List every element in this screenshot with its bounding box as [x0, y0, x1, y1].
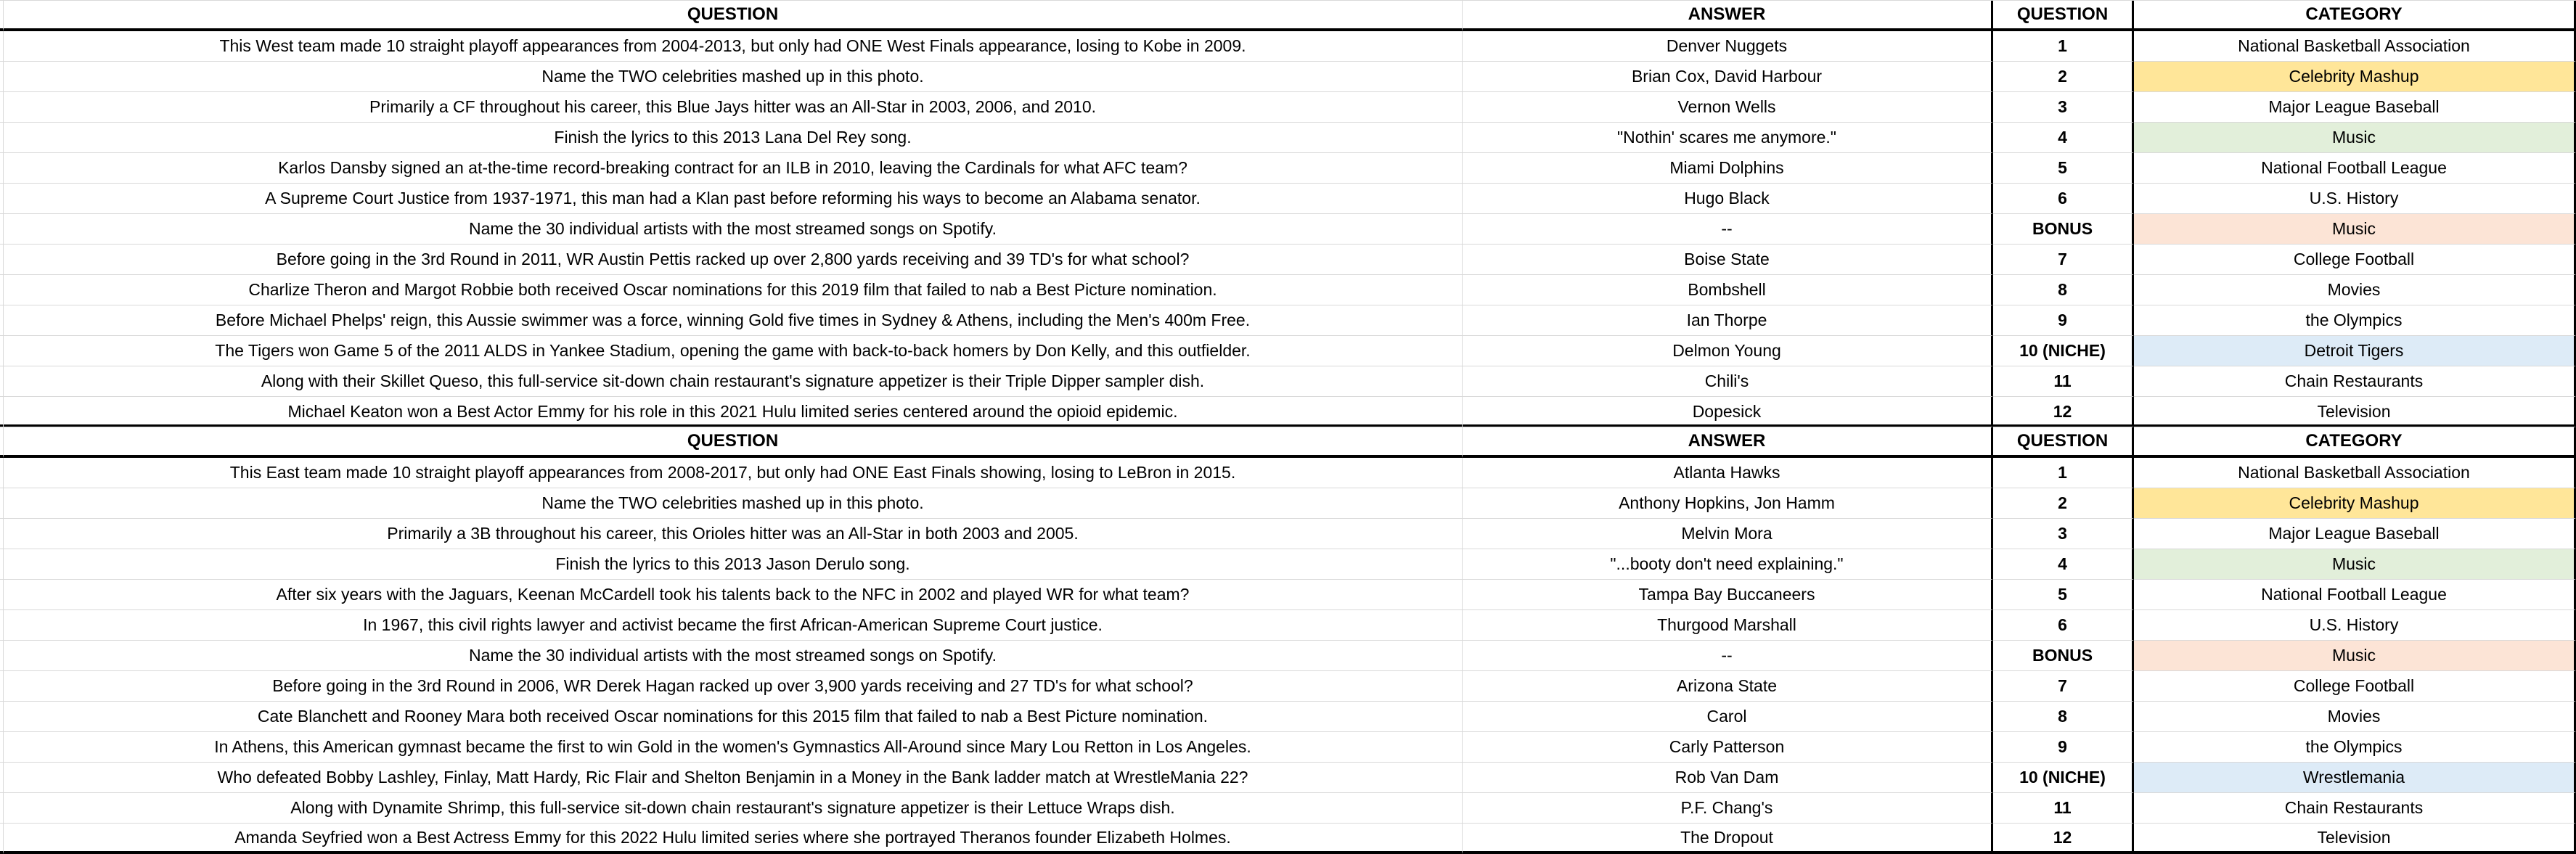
category-column-header: CATEGORY [2134, 1, 2576, 31]
table-row [0, 549, 2576, 580]
question-cell[interactable]: In 1967, this civil rights lawyer and activist became the first African-American Supreme Court justice. [4, 610, 1463, 641]
table-row [0, 336, 2576, 366]
table-row [0, 245, 2576, 275]
category-cell[interactable]: Movies [2134, 702, 2576, 732]
category-cell[interactable]: Movies [2134, 275, 2576, 305]
question-number-cell[interactable]: 3 [1993, 519, 2134, 549]
question-cell[interactable]: Finish the lyrics to this 2013 Jason Derulo song. [4, 549, 1463, 580]
table-row [0, 732, 2576, 763]
question-cell[interactable]: This West team made 10 straight playoff appearances from 2004-2013, but only had ONE West Finals appearance, losing to Kobe in 2009. [4, 31, 1463, 62]
question-number-cell[interactable]: 6 [1993, 610, 2134, 641]
table-row [0, 519, 2576, 549]
question-number-cell[interactable]: 1 [1993, 31, 2134, 62]
question-number-cell[interactable]: 6 [1993, 184, 2134, 214]
question-number-cell[interactable]: 8 [1993, 702, 2134, 732]
question-cell[interactable]: Name the TWO celebrities mashed up in this photo. [4, 488, 1463, 519]
question-cell[interactable]: Who defeated Bobby Lashley, Finlay, Matt Hardy, Ric Flair and Shelton Benjamin in a Money in the Bank ladder match at WrestleMania 22? [4, 763, 1463, 793]
category-cell[interactable]: National Basketball Association [2134, 31, 2576, 62]
table-row [0, 184, 2576, 214]
answer-cell[interactable]: Anthony Hopkins, Jon Hamm [1463, 488, 1993, 519]
category-cell[interactable]: the Olympics [2134, 305, 2576, 336]
category-cell[interactable]: Celebrity Mashup [2134, 62, 2576, 92]
question-number-cell[interactable]: 2 [1993, 62, 2134, 92]
question-number-cell[interactable]: 11 [1993, 366, 2134, 397]
question-number-cell[interactable]: 12 [1993, 824, 2134, 854]
category-cell[interactable]: Detroit Tigers [2134, 336, 2576, 366]
question-cell[interactable]: Michael Keaton won a Best Actor Emmy for his role in this 2021 Hulu limited series centered around the opioid epidemic. [4, 397, 1463, 427]
table-row [0, 153, 2576, 184]
category-cell[interactable]: Celebrity Mashup [2134, 488, 2576, 519]
answer-cell[interactable]: Hugo Black [1463, 184, 1993, 214]
question-number-cell[interactable]: 1 [1993, 458, 2134, 488]
table-row [0, 62, 2576, 92]
table-row [0, 610, 2576, 641]
category-cell[interactable]: National Basketball Association [2134, 458, 2576, 488]
question-cell[interactable]: Finish the lyrics to this 2013 Lana Del Rey song. [4, 123, 1463, 153]
answer-cell[interactable]: Chili's [1463, 366, 1993, 397]
category-cell[interactable]: Music [2134, 214, 2576, 245]
answer-cell[interactable]: Boise State [1463, 245, 1993, 275]
table-row [0, 488, 2576, 519]
question-number-cell[interactable]: 7 [1993, 245, 2134, 275]
question-number-cell[interactable]: 4 [1993, 123, 2134, 153]
category-cell[interactable]: Major League Baseball [2134, 92, 2576, 123]
question-cell[interactable]: Before going in the 3rd Round in 2006, WR Derek Hagan racked up over 3,900 yards receiving and 27 TD's for what school? [4, 671, 1463, 702]
table-row [0, 580, 2576, 610]
answer-cell[interactable]: Carly Patterson [1463, 732, 1993, 763]
table-row [0, 275, 2576, 305]
category-column-header: CATEGORY [2134, 427, 2576, 458]
header-row [0, 1, 2576, 31]
question-cell[interactable]: Primarily a CF throughout his career, this Blue Jays hitter was an All-Star in 2003, 2006, and 2010. [4, 92, 1463, 123]
answer-cell[interactable]: P.F. Chang's [1463, 793, 1993, 824]
question-number-cell[interactable]: 3 [1993, 92, 2134, 123]
question-cell[interactable]: The Tigers won Game 5 of the 2011 ALDS in Yankee Stadium, opening the game with back-to-back homers by Don Kelly, and this outfielder. [4, 336, 1463, 366]
table-row [0, 702, 2576, 732]
answer-cell[interactable]: Ian Thorpe [1463, 305, 1993, 336]
table-row [0, 123, 2576, 153]
table-row [0, 92, 2576, 123]
question-number-cell[interactable]: 10 (NICHE) [1993, 763, 2134, 793]
category-cell[interactable]: College Football [2134, 245, 2576, 275]
table-row [0, 214, 2576, 245]
category-cell[interactable]: National Football League [2134, 153, 2576, 184]
question-cell[interactable]: Amanda Seyfried won a Best Actress Emmy for this 2022 Hulu limited series where she portrayed Theranos founder Elizabeth Holmes. [4, 824, 1463, 854]
question-number-cell[interactable]: 9 [1993, 305, 2134, 336]
question-cell[interactable]: Charlize Theron and Margot Robbie both received Oscar nominations for this 2019 film that failed to nab a Best Picture nomination. [4, 275, 1463, 305]
question-number-cell[interactable]: 12 [1993, 397, 2134, 427]
question-cell[interactable]: After six years with the Jaguars, Keenan McCardell took his talents back to the NFC in 2002 and played WR for what team? [4, 580, 1463, 610]
answer-cell[interactable]: Delmon Young [1463, 336, 1993, 366]
question-cell[interactable]: Name the TWO celebrities mashed up in this photo. [4, 62, 1463, 92]
question-number-cell[interactable]: 7 [1993, 671, 2134, 702]
category-cell[interactable]: Chain Restaurants [2134, 793, 2576, 824]
category-cell[interactable]: U.S. History [2134, 184, 2576, 214]
answer-cell[interactable]: Rob Van Dam [1463, 763, 1993, 793]
answer-column-header: ANSWER [1463, 1, 1993, 31]
question-number-cell[interactable]: 9 [1993, 732, 2134, 763]
question-number-cell[interactable]: 4 [1993, 549, 2134, 580]
answer-cell[interactable]: Miami Dolphins [1463, 153, 1993, 184]
table-row [0, 793, 2576, 824]
category-cell[interactable]: Wrestlemania [2134, 763, 2576, 793]
answer-cell[interactable]: Melvin Mora [1463, 519, 1993, 549]
answer-cell[interactable]: "...booty don't need explaining." [1463, 549, 1993, 580]
category-cell[interactable]: Major League Baseball [2134, 519, 2576, 549]
question-number-column-header: QUESTION [1993, 427, 2134, 458]
table-row [0, 458, 2576, 488]
category-cell[interactable]: Television [2134, 397, 2576, 427]
question-cell[interactable]: This East team made 10 straight playoff appearances from 2008-2017, but only had ONE East Finals showing, losing to LeBron in 2015. [4, 458, 1463, 488]
category-cell[interactable]: Music [2134, 549, 2576, 580]
question-cell[interactable]: Before going in the 3rd Round in 2011, WR Austin Pettis racked up over 2,800 yards receiving and 39 TD's for what school? [4, 245, 1463, 275]
question-number-column-header: QUESTION [1993, 1, 2134, 31]
question-number-cell[interactable]: 5 [1993, 580, 2134, 610]
question-number-cell[interactable]: BONUS [1993, 641, 2134, 671]
question-number-cell[interactable]: 5 [1993, 153, 2134, 184]
answer-cell[interactable]: Dopesick [1463, 397, 1993, 427]
answer-column-header: ANSWER [1463, 427, 1993, 458]
question-cell[interactable]: Primarily a 3B throughout his career, this Orioles hitter was an All-Star in both 2003 and 2005. [4, 519, 1463, 549]
table-row [0, 671, 2576, 702]
question-column-header: QUESTION [4, 1, 1463, 31]
answer-cell[interactable]: Vernon Wells [1463, 92, 1993, 123]
table-row [0, 305, 2576, 336]
table-row [0, 397, 2576, 427]
question-cell[interactable]: A Supreme Court Justice from 1937-1971, this man had a Klan past before reforming his ways to become an Alabama senator. [4, 184, 1463, 214]
answer-cell[interactable]: The Dropout [1463, 824, 1993, 854]
question-number-cell[interactable]: 11 [1993, 793, 2134, 824]
table-row [0, 31, 2576, 62]
question-cell[interactable]: Name the 30 individual artists with the most streamed songs on Spotify. [4, 641, 1463, 671]
question-column-header: QUESTION [4, 427, 1463, 458]
answer-cell[interactable]: Atlanta Hawks [1463, 458, 1993, 488]
question-number-cell[interactable]: 10 (NICHE) [1993, 336, 2134, 366]
category-cell[interactable]: College Football [2134, 671, 2576, 702]
question-cell[interactable]: Karlos Dansby signed an at-the-time record-breaking contract for an ILB in 2010, leaving the Cardinals for what AFC team? [4, 153, 1463, 184]
answer-cell[interactable]: "Nothin' scares me anymore." [1463, 123, 1993, 153]
table-row [0, 824, 2576, 854]
answer-cell[interactable]: Thurgood Marshall [1463, 610, 1993, 641]
header-row [0, 424, 2576, 458]
category-cell[interactable]: Chain Restaurants [2134, 366, 2576, 397]
question-cell[interactable]: Name the 30 individual artists with the most streamed songs on Spotify. [4, 214, 1463, 245]
answer-cell[interactable]: -- [1463, 641, 1993, 671]
answer-cell[interactable]: Brian Cox, David Harbour [1463, 62, 1993, 92]
table-row [0, 366, 2576, 397]
answer-cell[interactable]: Bombshell [1463, 275, 1993, 305]
question-cell[interactable]: Along with Dynamite Shrimp, this full-service sit-down chain restaurant's signature appetizer is their Lettuce Wraps dish. [4, 793, 1463, 824]
table-row [0, 641, 2576, 671]
category-cell[interactable]: U.S. History [2134, 610, 2576, 641]
answer-cell[interactable]: Arizona State [1463, 671, 1993, 702]
question-number-cell[interactable]: 8 [1993, 275, 2134, 305]
category-cell[interactable]: Music [2134, 123, 2576, 153]
question-cell[interactable]: Before Michael Phelps' reign, this Aussie swimmer was a force, winning Gold five times in Sydney & Athens, including the Men's 400m Free. [4, 305, 1463, 336]
question-cell[interactable]: Cate Blanchett and Rooney Mara both received Oscar nominations for this 2015 film that failed to nab a Best Picture nomination. [4, 702, 1463, 732]
answer-cell[interactable]: Carol [1463, 702, 1993, 732]
answer-cell[interactable]: -- [1463, 214, 1993, 245]
category-cell[interactable]: National Football League [2134, 580, 2576, 610]
answer-cell[interactable]: Tampa Bay Buccaneers [1463, 580, 1993, 610]
question-number-cell[interactable]: 2 [1993, 488, 2134, 519]
round-section [0, 424, 2576, 854]
table-row [0, 763, 2576, 793]
answer-cell[interactable]: Denver Nuggets [1463, 31, 1993, 62]
question-cell[interactable]: In Athens, this American gymnast became the first to win Gold in the women's Gymnastics All-Around since Mary Lou Retton in Los Angeles. [4, 732, 1463, 763]
question-number-cell[interactable]: BONUS [1993, 214, 2134, 245]
category-cell[interactable]: Television [2134, 824, 2576, 854]
category-cell[interactable]: the Olympics [2134, 732, 2576, 763]
category-cell[interactable]: Music [2134, 641, 2576, 671]
question-cell[interactable]: Along with their Skillet Queso, this full-service sit-down chain restaurant's signature appetizer is their Triple Dipper sampler dish. [4, 366, 1463, 397]
